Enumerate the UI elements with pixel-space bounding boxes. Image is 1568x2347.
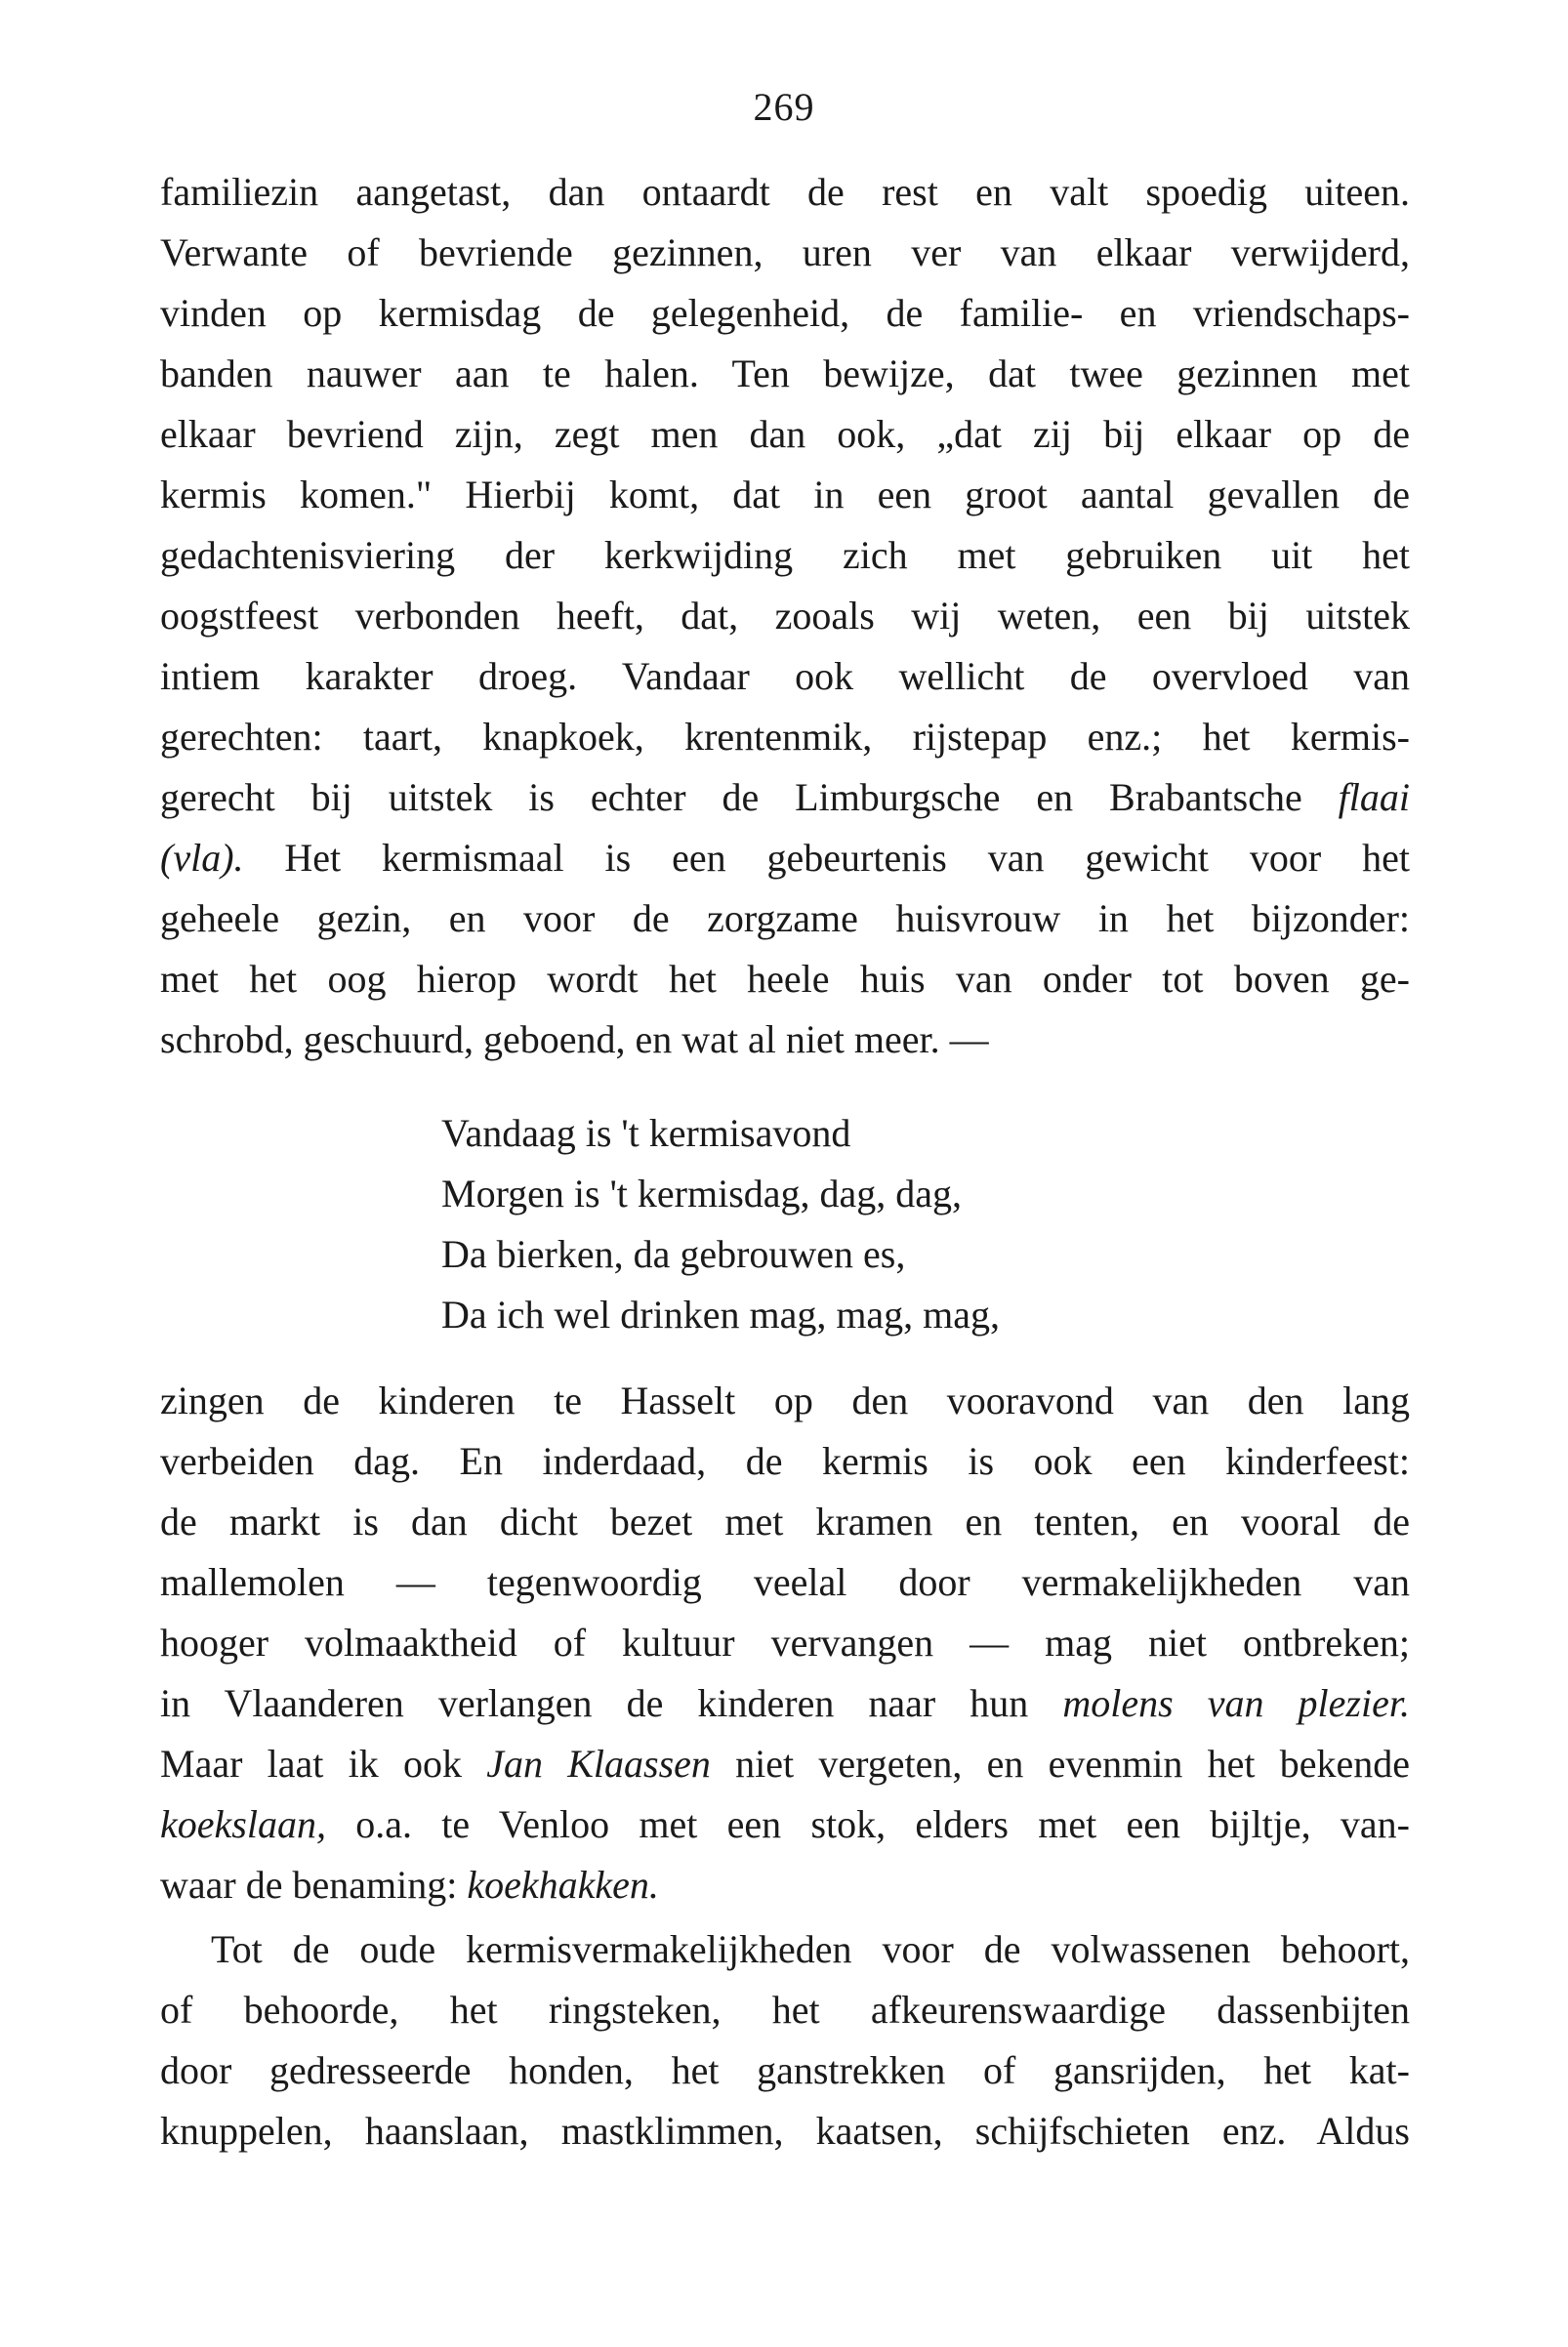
text-line: waar de benaming: koekhakken. xyxy=(160,1863,659,1907)
text-line: mallemolen — tegenwoordig veelal door vermakelijkheden van xyxy=(160,1560,1410,1604)
text-line: intiem karakter droeg. Vandaar ook wellicht de overvloed van xyxy=(160,654,1410,698)
poem-verse xyxy=(441,1103,1320,1345)
text-line: Maar laat ik ook Jan Klaassen niet vergeten, en evenmin het bekende xyxy=(160,1742,1410,1786)
verse-line: Morgen is 't kermisdag, dag, dag, xyxy=(441,1172,963,1215)
text-line: in Vlaanderen verlangen de kinderen naar hun molens van plezier. xyxy=(160,1681,1410,1725)
text-line: zingen de kinderen te Hasselt op den vooravond van den lang xyxy=(160,1379,1410,1422)
text-line: familiezin aangetast, dan ontaardt de rest en valt spoedig uiteen. xyxy=(160,170,1410,214)
text-line: verbeiden dag. En inderdaad, de kermis is ook een kinderfeest: xyxy=(160,1439,1410,1483)
text-line: (vla). Het kermismaal is een gebeurtenis van gewicht voor het xyxy=(160,836,1410,880)
verse-line: Da ich wel drinken mag, mag, mag, xyxy=(441,1293,1001,1337)
text-line: Verwante of bevriende gezinnen, uren ver van elkaar verwijderd, xyxy=(160,230,1410,274)
text-line: gerechten: taart, knapkoek, krentenmik, rijstepap enz.; het kermis- xyxy=(160,715,1410,759)
text-line: koekslaan, o.a. te Venloo met een stok, elders met een bijltje, van- xyxy=(160,1802,1410,1846)
text-line: banden nauwer aan te halen. Ten bewijze, dat twee gezinnen met xyxy=(160,351,1410,395)
text-line: kermis komen." Hierbij komt, dat in een groot aantal gevallen de xyxy=(160,473,1410,516)
paragraph-1 xyxy=(160,162,1410,1070)
paragraph-2 xyxy=(160,1371,1410,1915)
text-line: Tot de oude kermisvermakelijkheden voor de volwassenen behoort, xyxy=(211,1927,1410,1971)
verse-line: Da bierken, da gebrouwen es, xyxy=(441,1232,906,1276)
italic-term: molens van plezier. xyxy=(1062,1681,1410,1725)
text-line: schrobd, geschuurd, geboend, en wat al niet meer. — xyxy=(160,1017,989,1061)
text-line: vinden op kermisdag de gelegenheid, de familie- en vriendschaps- xyxy=(160,291,1410,335)
text-line: de markt is dan dicht bezet met kramen en tenten, en vooral de xyxy=(160,1500,1410,1544)
italic-term: (vla). xyxy=(160,836,244,880)
text-line: met het oog hierop wordt het heele huis van onder tot boven ge- xyxy=(160,957,1410,1001)
page-number: 269 xyxy=(753,85,815,129)
text-line: elkaar bevriend zijn, zegt men dan ook, „dat zij bij elkaar op de xyxy=(160,412,1410,456)
text-line: knuppelen, haanslaan, mastklimmen, kaatsen, schijfschieten enz. Aldus xyxy=(160,2109,1410,2153)
italic-term: flaai xyxy=(1338,775,1410,819)
verse-line: Vandaag is 't kermisavond xyxy=(441,1111,851,1155)
text-line: oogstfeest verbonden heeft, dat, zooals wij weten, een bij uitstek xyxy=(160,594,1410,638)
text-line: geheele gezin, en voor de zorgzame huisvrouw in het bijzonder: xyxy=(160,896,1410,940)
text-line: door gedresseerde honden, het ganstrekken of gansrijden, het kat- xyxy=(160,2048,1410,2092)
text-line: gerecht bij uitstek is echter de Limburgsche en Brabantsche flaai xyxy=(160,775,1410,819)
paragraph-3 xyxy=(160,1919,1410,2162)
italic-term: koekslaan, xyxy=(160,1802,326,1846)
text-line: of behoorde, het ringsteken, het afkeurenswaardige dassenbijten xyxy=(160,1988,1410,2032)
text-line: hooger volmaaktheid of kultuur vervangen — mag niet ontbreken; xyxy=(160,1621,1410,1665)
italic-term: koekhakken. xyxy=(467,1863,659,1907)
italic-term: Jan Klaassen xyxy=(486,1742,711,1786)
text-line: gedachtenisviering der kerkwijding zich met gebruiken uit het xyxy=(160,533,1410,577)
